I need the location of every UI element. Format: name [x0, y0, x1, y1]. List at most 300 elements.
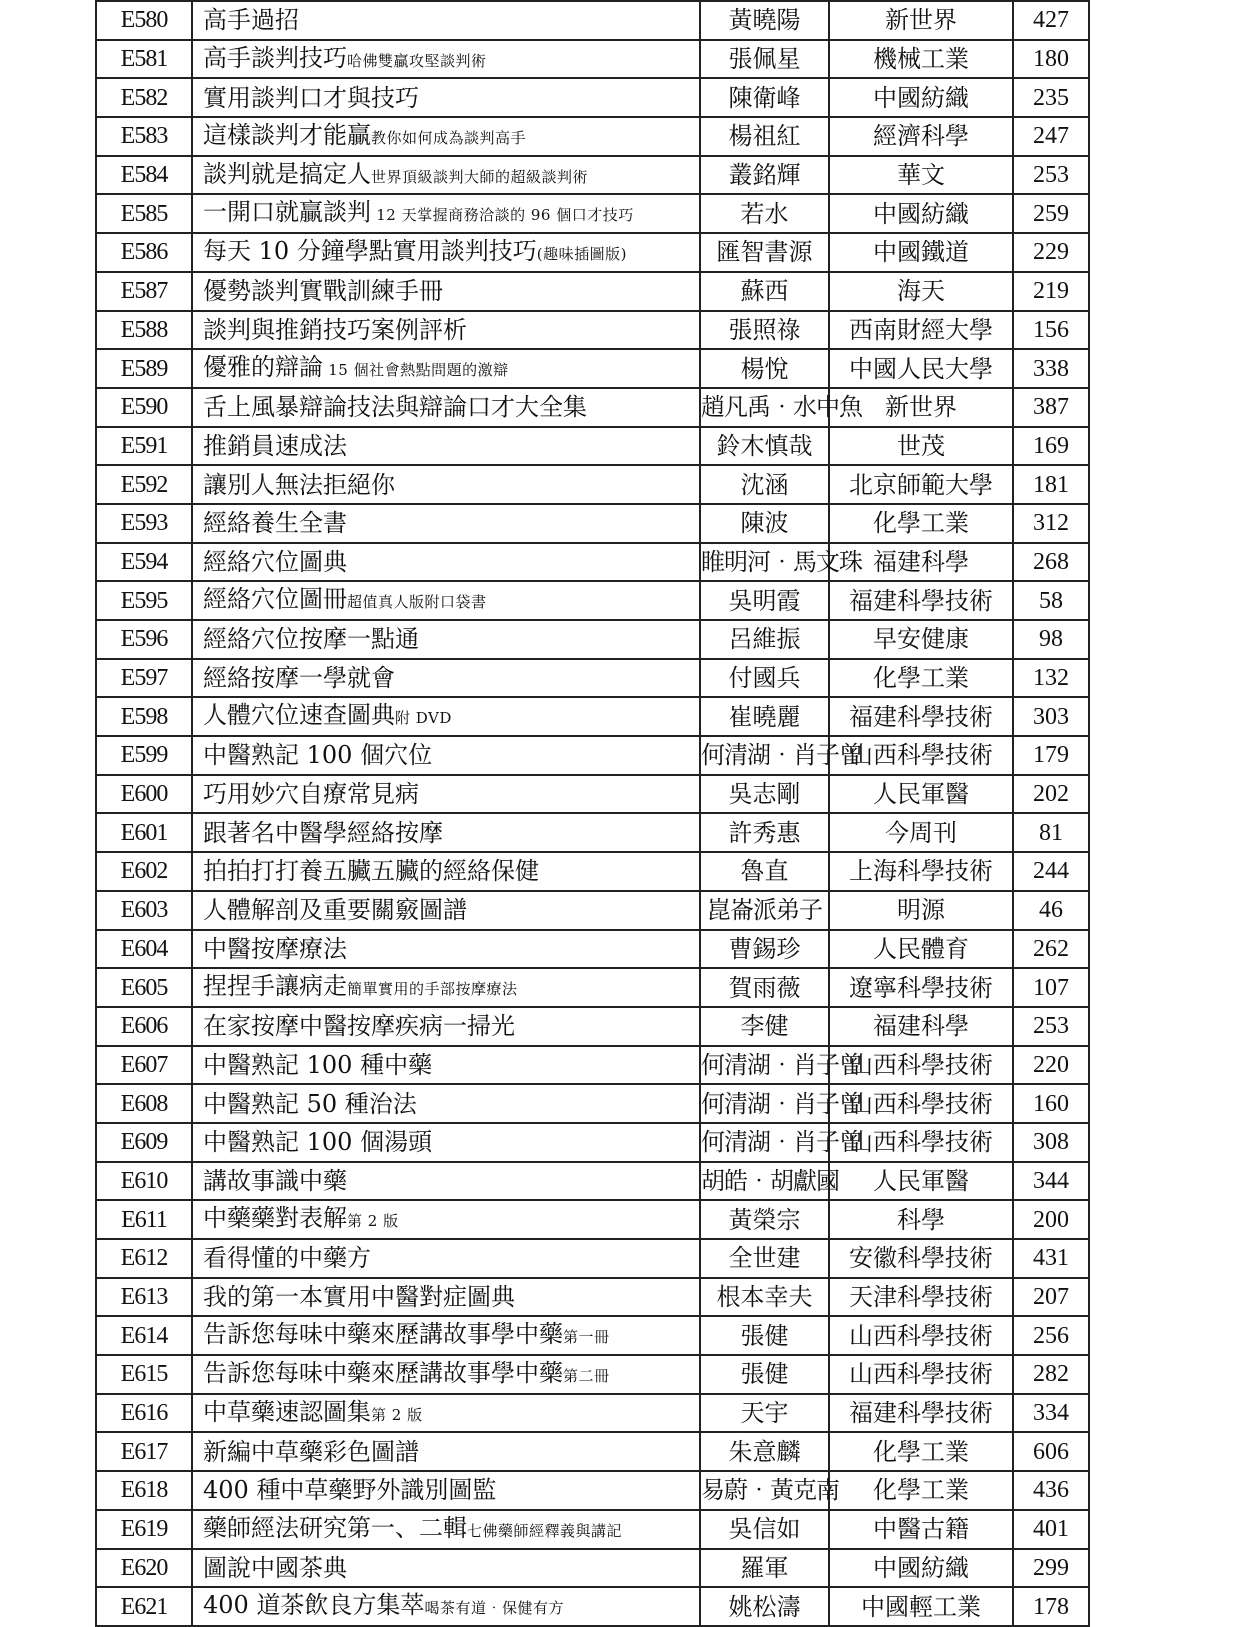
book-pages: 169: [1013, 427, 1089, 466]
catalog-row: [96, 1587, 1089, 1626]
book-title-cell: [192, 1394, 700, 1433]
book-author: 趙凡禹‧水中魚: [700, 388, 829, 427]
book-publisher: 北京師範大學: [829, 465, 1013, 504]
book-title: 中藥藥對表解: [203, 1204, 347, 1233]
book-author: 崔曉麗: [700, 697, 829, 736]
book-pages: 219: [1013, 272, 1089, 311]
book-code: E583: [96, 117, 192, 156]
book-subtitle: 第 2 版: [347, 1212, 399, 1231]
catalog-row: [96, 1007, 1089, 1046]
book-title-cell: [192, 78, 700, 117]
book-publisher: 福建科學技術: [829, 697, 1013, 736]
book-title-cell: [192, 117, 700, 156]
book-title-cell: [192, 1, 700, 40]
catalog-row: [96, 1239, 1089, 1278]
book-title-cell: [192, 930, 700, 969]
book-pages: 268: [1013, 543, 1089, 582]
book-title: 捏捏手讓病走: [203, 972, 347, 1001]
book-pages: 46: [1013, 891, 1089, 930]
book-pages: 180: [1013, 40, 1089, 79]
book-publisher: 中國人民大學: [829, 349, 1013, 388]
book-code: E593: [96, 504, 192, 543]
book-author: 沈涵: [700, 465, 829, 504]
book-author: 楊悅: [700, 349, 829, 388]
catalog-row: [96, 1471, 1089, 1510]
book-title: 一開口就贏談判: [203, 198, 371, 227]
book-code: E584: [96, 156, 192, 195]
catalog-row: [96, 233, 1089, 272]
book-subtitle: (趣味插圖版): [536, 244, 628, 263]
book-title-cell: [192, 233, 700, 272]
book-title: 400 道茶飲良方集萃: [203, 1591, 425, 1620]
book-pages: 253: [1013, 156, 1089, 195]
book-subtitle: 七佛藥師經釋義與講記: [467, 1521, 623, 1540]
book-publisher: 化學工業: [829, 1471, 1013, 1510]
book-author: 張健: [700, 1355, 829, 1394]
book-publisher: 明源: [829, 891, 1013, 930]
book-publisher: 福建科學技術: [829, 581, 1013, 620]
book-publisher: 世茂: [829, 427, 1013, 466]
book-title-cell: [192, 1355, 700, 1394]
book-publisher: 機械工業: [829, 40, 1013, 79]
book-title: 談判就是搞定人: [203, 159, 371, 188]
book-publisher: 西南財經大學: [829, 311, 1013, 350]
book-pages: 178: [1013, 1587, 1089, 1626]
book-title-cell: [192, 620, 700, 659]
book-subtitle: 喝茶有道‧保健有方: [424, 1599, 564, 1618]
book-title-cell: [192, 388, 700, 427]
book-pages: 207: [1013, 1278, 1089, 1317]
book-publisher: 人民體育: [829, 930, 1013, 969]
catalog-row: [96, 504, 1089, 543]
book-title: 談判與推銷技巧案例評析: [203, 315, 467, 344]
book-title: 實用談判口才與技巧: [203, 83, 419, 112]
catalog-row: [96, 117, 1089, 156]
book-code: E608: [96, 1084, 192, 1123]
catalog-row: [96, 427, 1089, 466]
book-title-cell: [192, 659, 700, 698]
book-author: 陳波: [700, 504, 829, 543]
catalog-row: [96, 194, 1089, 233]
book-author: 叢銘輝: [700, 156, 829, 195]
book-title: 在家按摩中醫按摩疾病一掃光: [203, 1012, 515, 1041]
book-subtitle: 附 DVD: [395, 709, 452, 728]
book-title-cell: [192, 311, 700, 350]
book-title-cell: [192, 1007, 700, 1046]
book-title: 跟著名中醫學經絡按摩: [203, 818, 443, 847]
catalog-row: [96, 1355, 1089, 1394]
book-title: 巧用妙穴自療常見病: [203, 780, 419, 809]
catalog-row: [96, 40, 1089, 79]
book-title: 中醫熟記 100 個湯頭: [203, 1128, 433, 1157]
book-title: 每天 10 分鐘學點實用談判技巧: [203, 236, 537, 265]
book-code: E620: [96, 1549, 192, 1588]
book-title: 讓別人無法拒絕你: [203, 470, 395, 499]
book-author: 羅軍: [700, 1549, 829, 1588]
book-author: 何清湖‧肖子曾: [700, 1123, 829, 1162]
book-pages: 427: [1013, 1, 1089, 40]
book-code: E588: [96, 311, 192, 350]
catalog-row: [96, 930, 1089, 969]
book-title-cell: [192, 775, 700, 814]
book-author: 曹錫珍: [700, 930, 829, 969]
book-title-cell: [192, 427, 700, 466]
book-author: 崑崙派弟子: [700, 891, 829, 930]
book-publisher: 中國輕工業: [829, 1587, 1013, 1626]
book-subtitle: 世界頂級談判大師的超級談判術: [371, 167, 589, 186]
book-code: E610: [96, 1162, 192, 1201]
catalog-row: [96, 1123, 1089, 1162]
book-pages: 387: [1013, 388, 1089, 427]
book-title: 新編中草藥彩色圖譜: [203, 1437, 419, 1466]
catalog-row: [96, 1316, 1089, 1355]
book-author: 付國兵: [700, 659, 829, 698]
book-subtitle: 簡單實用的手部按摩療法: [347, 980, 518, 999]
book-author: 楊祖紅: [700, 117, 829, 156]
catalog-row: [96, 349, 1089, 388]
book-author: 魯直: [700, 852, 829, 891]
catalog-row: [96, 852, 1089, 891]
book-subtitle: 第 2 版: [371, 1405, 423, 1424]
book-author: 吳明霞: [700, 581, 829, 620]
catalog-row: [96, 272, 1089, 311]
book-title: 中醫熟記 50 種治法: [203, 1089, 417, 1118]
book-publisher: 福建科學: [829, 543, 1013, 582]
book-code: E592: [96, 465, 192, 504]
book-author: 張健: [700, 1316, 829, 1355]
book-code: E611: [96, 1200, 192, 1239]
book-publisher: 遼寧科學技術: [829, 968, 1013, 1007]
book-title-cell: [192, 1432, 700, 1471]
book-pages: 200: [1013, 1200, 1089, 1239]
book-publisher: 山西科學技術: [829, 736, 1013, 775]
book-pages: 338: [1013, 349, 1089, 388]
book-code: E580: [96, 1, 192, 40]
book-subtitle: 第二冊: [563, 1366, 610, 1385]
catalog-row: [96, 311, 1089, 350]
book-pages: 58: [1013, 581, 1089, 620]
book-pages: 229: [1013, 233, 1089, 272]
book-author: 何清湖‧肖子曾: [700, 736, 829, 775]
catalog-body: [96, 1, 1089, 1626]
book-author: 張照祿: [700, 311, 829, 350]
book-title-cell: [192, 1239, 700, 1278]
book-pages: 253: [1013, 1007, 1089, 1046]
book-author: 吳信如: [700, 1510, 829, 1549]
catalog-row: [96, 1162, 1089, 1201]
book-publisher: 中國紡織: [829, 1549, 1013, 1588]
book-title: 這樣談判才能贏: [203, 120, 371, 149]
book-title: 經絡養生全書: [203, 509, 347, 538]
book-code: E605: [96, 968, 192, 1007]
book-publisher: 中國紡織: [829, 78, 1013, 117]
book-publisher: 山西科學技術: [829, 1084, 1013, 1123]
catalog-row: [96, 581, 1089, 620]
book-title: 優雅的辯論: [203, 353, 323, 382]
book-title-cell: [192, 1549, 700, 1588]
catalog-row: [96, 1046, 1089, 1085]
book-publisher: 人民軍醫: [829, 775, 1013, 814]
book-code: E614: [96, 1316, 192, 1355]
book-title: 推銷員速成法: [203, 431, 347, 460]
book-pages: 202: [1013, 775, 1089, 814]
book-code: E582: [96, 78, 192, 117]
book-code: E613: [96, 1278, 192, 1317]
catalog-row: [96, 775, 1089, 814]
book-code: E586: [96, 233, 192, 272]
book-pages: 181: [1013, 465, 1089, 504]
book-code: E602: [96, 852, 192, 891]
book-publisher: 安徽科學技術: [829, 1239, 1013, 1278]
catalog-row: [96, 465, 1089, 504]
book-title-cell: [192, 1587, 700, 1626]
book-pages: 282: [1013, 1355, 1089, 1394]
book-subtitle: 第一冊: [563, 1328, 610, 1347]
book-publisher: 山西科學技術: [829, 1316, 1013, 1355]
book-title: 告訴您每味中藥來歷講故事學中藥: [203, 1358, 563, 1387]
book-title-cell: [192, 1471, 700, 1510]
book-pages: 179: [1013, 736, 1089, 775]
book-title-cell: [192, 1278, 700, 1317]
catalog-row: [96, 736, 1089, 775]
catalog-row: [96, 659, 1089, 698]
catalog-row: [96, 968, 1089, 1007]
book-publisher: 人民軍醫: [829, 1162, 1013, 1201]
book-title-cell: [192, 194, 700, 233]
book-catalog-table: [95, 0, 1090, 1627]
book-title: 舌上風暴辯論技法與辯論口才大全集: [203, 393, 587, 422]
book-code: E606: [96, 1007, 192, 1046]
book-pages: 262: [1013, 930, 1089, 969]
book-title: 經絡穴位圖典: [203, 547, 347, 576]
book-pages: 334: [1013, 1394, 1089, 1433]
catalog-row: [96, 813, 1089, 852]
book-subtitle: 超值真人版附口袋書: [347, 593, 487, 612]
book-title-cell: [192, 697, 700, 736]
catalog-row: [96, 1549, 1089, 1588]
book-title-cell: [192, 156, 700, 195]
book-publisher: 化學工業: [829, 504, 1013, 543]
book-author: 全世建: [700, 1239, 829, 1278]
book-title-cell: [192, 1200, 700, 1239]
book-title: 中醫熟記 100 個穴位: [203, 741, 433, 770]
book-code: E618: [96, 1471, 192, 1510]
book-publisher: 福建科學: [829, 1007, 1013, 1046]
book-code: E599: [96, 736, 192, 775]
book-pages: 431: [1013, 1239, 1089, 1278]
book-author: 根本幸夫: [700, 1278, 829, 1317]
book-author: 天宇: [700, 1394, 829, 1433]
book-subtitle: 12 天掌握商務洽談的 96 個口才技巧: [371, 206, 634, 225]
book-author: 胡皓‧胡獻國: [700, 1162, 829, 1201]
catalog-row: [96, 1200, 1089, 1239]
book-title: 經絡穴位圖冊: [203, 585, 347, 614]
book-publisher: 華文: [829, 156, 1013, 195]
catalog-row: [96, 78, 1089, 117]
book-publisher: 化學工業: [829, 1432, 1013, 1471]
book-pages: 244: [1013, 852, 1089, 891]
book-pages: 220: [1013, 1046, 1089, 1085]
book-title-cell: [192, 852, 700, 891]
book-code: E596: [96, 620, 192, 659]
book-code: E594: [96, 543, 192, 582]
book-pages: 247: [1013, 117, 1089, 156]
catalog-row: [96, 1084, 1089, 1123]
book-publisher: 中國紡織: [829, 194, 1013, 233]
book-pages: 107: [1013, 968, 1089, 1007]
book-pages: 312: [1013, 504, 1089, 543]
book-code: E616: [96, 1394, 192, 1433]
book-code: E621: [96, 1587, 192, 1626]
book-author: 吳志剛: [700, 775, 829, 814]
book-title: 經絡按摩一學就會: [203, 664, 395, 693]
catalog-row: [96, 1432, 1089, 1471]
book-title-cell: [192, 504, 700, 543]
book-title: 中草藥速認圖集: [203, 1397, 371, 1426]
book-code: E598: [96, 697, 192, 736]
book-code: E603: [96, 891, 192, 930]
book-title-cell: [192, 1046, 700, 1085]
book-author: 黃榮宗: [700, 1200, 829, 1239]
book-code: E595: [96, 581, 192, 620]
book-code: E600: [96, 775, 192, 814]
book-pages: 308: [1013, 1123, 1089, 1162]
book-code: E609: [96, 1123, 192, 1162]
book-pages: 98: [1013, 620, 1089, 659]
book-title-cell: [192, 1316, 700, 1355]
book-title-cell: [192, 1510, 700, 1549]
book-title: 告訴您每味中藥來歷講故事學中藥: [203, 1320, 563, 1349]
book-publisher: 上海科學技術: [829, 852, 1013, 891]
book-publisher: 天津科學技術: [829, 1278, 1013, 1317]
book-title: 中醫熟記 100 種中藥: [203, 1050, 433, 1079]
book-publisher: 海天: [829, 272, 1013, 311]
book-code: E585: [96, 194, 192, 233]
book-author: 賀雨薇: [700, 968, 829, 1007]
book-publisher: 科學: [829, 1200, 1013, 1239]
catalog-row: [96, 543, 1089, 582]
book-title: 藥師經法研究第一、二輯: [203, 1513, 467, 1542]
book-title-cell: [192, 1084, 700, 1123]
book-title: 我的第一本實用中醫對症圖典: [203, 1283, 515, 1312]
book-publisher: 早安健康: [829, 620, 1013, 659]
book-code: E607: [96, 1046, 192, 1085]
book-publisher: 化學工業: [829, 659, 1013, 698]
book-title-cell: [192, 1162, 700, 1201]
book-code: E587: [96, 272, 192, 311]
book-title: 優勢談判實戰訓練手冊: [203, 277, 443, 306]
book-pages: 259: [1013, 194, 1089, 233]
book-author: 易蔚‧黃克南: [700, 1471, 829, 1510]
book-pages: 344: [1013, 1162, 1089, 1201]
book-publisher: 中醫古籍: [829, 1510, 1013, 1549]
book-publisher: 新世界: [829, 388, 1013, 427]
book-title-cell: [192, 543, 700, 582]
book-pages: 401: [1013, 1510, 1089, 1549]
book-subtitle: 15 個社會熱點問題的激辯: [323, 361, 509, 380]
catalog-row: [96, 1278, 1089, 1317]
book-pages: 436: [1013, 1471, 1089, 1510]
book-title: 400 種中草藥野外識別圖監: [203, 1476, 497, 1505]
book-code: E589: [96, 349, 192, 388]
book-pages: 132: [1013, 659, 1089, 698]
book-pages: 156: [1013, 311, 1089, 350]
book-author: 陳衛峰: [700, 78, 829, 117]
book-publisher: 中國鐵道: [829, 233, 1013, 272]
book-title: 講故事識中藥: [203, 1166, 347, 1195]
book-code: E617: [96, 1432, 192, 1471]
book-pages: 606: [1013, 1432, 1089, 1471]
book-code: E604: [96, 930, 192, 969]
book-title: 經絡穴位按摩一點通: [203, 625, 419, 654]
book-title: 人體穴位速查圖典: [203, 701, 395, 730]
book-title-cell: [192, 813, 700, 852]
book-title: 高手過招: [203, 6, 299, 35]
book-author: 黃曉陽: [700, 1, 829, 40]
book-author: 睢明河‧馬文珠: [700, 543, 829, 582]
book-title-cell: [192, 465, 700, 504]
book-title: 圖說中國茶典: [203, 1553, 347, 1582]
catalog-row: [96, 1, 1089, 40]
book-code: E601: [96, 813, 192, 852]
book-code: E619: [96, 1510, 192, 1549]
book-title-cell: [192, 581, 700, 620]
book-author: 鈴木慎哉: [700, 427, 829, 466]
book-author: 何清湖‧肖子曾: [700, 1046, 829, 1085]
book-author: 若水: [700, 194, 829, 233]
book-title: 人體解剖及重要關竅圖譜: [203, 896, 467, 925]
book-author: 張佩星: [700, 40, 829, 79]
book-subtitle: 教你如何成為談判高手: [371, 128, 527, 147]
book-title-cell: [192, 272, 700, 311]
book-code: E612: [96, 1239, 192, 1278]
book-code: E581: [96, 40, 192, 79]
book-title-cell: [192, 736, 700, 775]
catalog-row: [96, 156, 1089, 195]
catalog-row: [96, 388, 1089, 427]
book-author: 匯智書源: [700, 233, 829, 272]
book-pages: 235: [1013, 78, 1089, 117]
book-code: E597: [96, 659, 192, 698]
book-publisher: 福建科學技術: [829, 1394, 1013, 1433]
book-author: 李健: [700, 1007, 829, 1046]
book-code: E615: [96, 1355, 192, 1394]
book-publisher: 山西科學技術: [829, 1123, 1013, 1162]
book-pages: 303: [1013, 697, 1089, 736]
book-author: 朱意麟: [700, 1432, 829, 1471]
book-title-cell: [192, 349, 700, 388]
book-pages: 256: [1013, 1316, 1089, 1355]
book-publisher: 新世界: [829, 1, 1013, 40]
book-title: 中醫按摩療法: [203, 934, 347, 963]
book-code: E590: [96, 388, 192, 427]
book-subtitle: 哈佛雙贏攻堅談判術: [347, 51, 487, 70]
catalog-row: [96, 891, 1089, 930]
book-publisher: 山西科學技術: [829, 1355, 1013, 1394]
book-author: 何清湖‧肖子曾: [700, 1084, 829, 1123]
book-author: 姚松濤: [700, 1587, 829, 1626]
book-author: 呂維振: [700, 620, 829, 659]
book-author: 蘇西: [700, 272, 829, 311]
book-pages: 160: [1013, 1084, 1089, 1123]
catalog-row: [96, 1510, 1089, 1549]
book-title-cell: [192, 1123, 700, 1162]
catalog-row: [96, 1394, 1089, 1433]
book-code: E591: [96, 427, 192, 466]
book-title: 高手談判技巧: [203, 43, 347, 72]
book-pages: 81: [1013, 813, 1089, 852]
catalog-row: [96, 620, 1089, 659]
